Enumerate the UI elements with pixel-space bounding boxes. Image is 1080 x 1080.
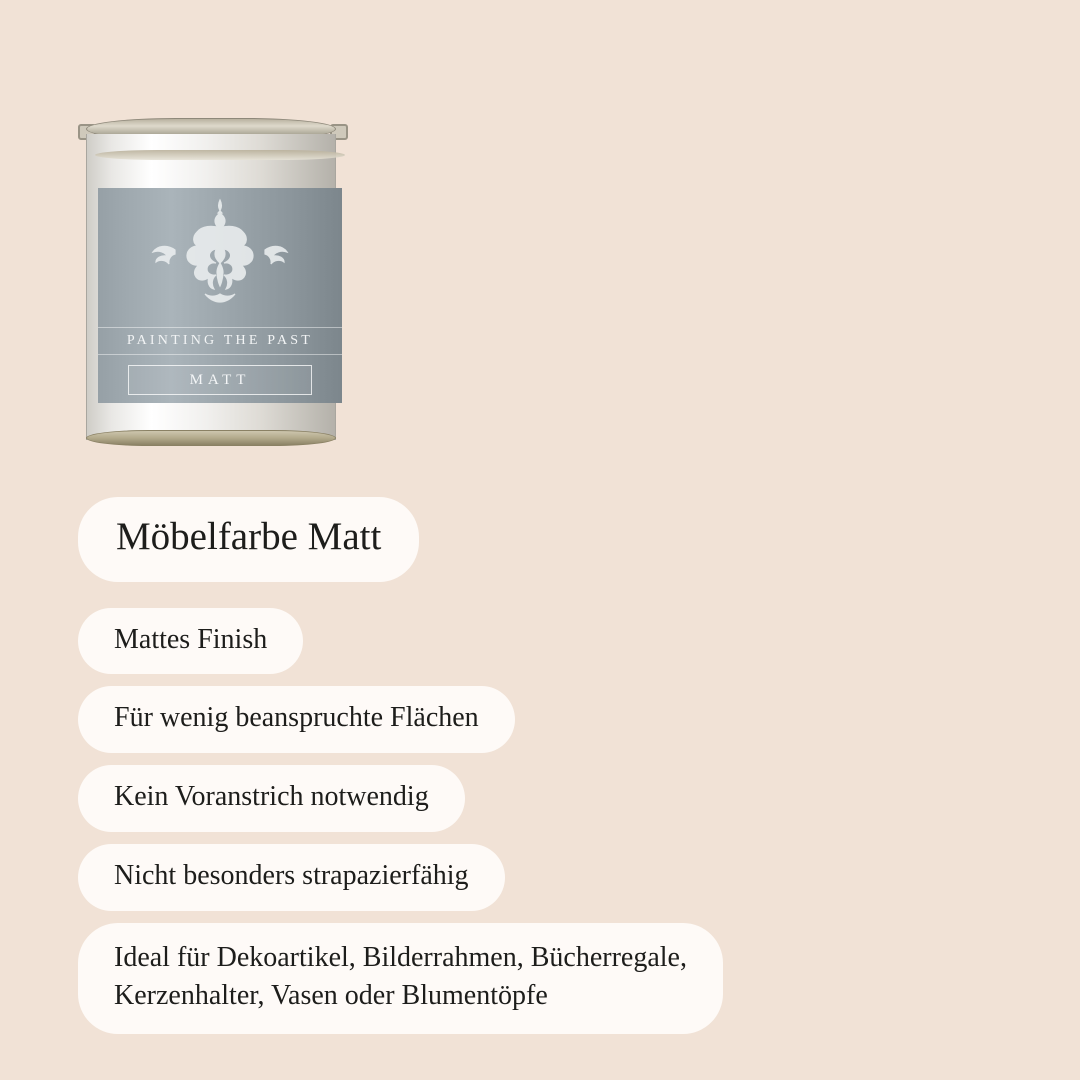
- tin-brand-bar: [98, 327, 342, 355]
- tin-finish-box: [128, 365, 312, 395]
- tin-bottom-rim: [86, 430, 336, 446]
- feature-row: [78, 608, 978, 687]
- product-info-list: [78, 497, 978, 1046]
- usage-row: [78, 923, 978, 1047]
- usage-line-1: Ideal für Dekoartikel, Bilderrahmen, Bücherregale,: [114, 941, 687, 973]
- feature-row: [78, 686, 978, 765]
- usage-item: [78, 923, 723, 1035]
- tin-label: [98, 188, 342, 403]
- feature-item: Für wenig beanspruchte Flächen: [78, 686, 515, 753]
- feature-item: Nicht besonders strapazierfähig: [78, 844, 505, 911]
- usage-line-2: Kerzenhalter, Vasen oder Blumentöpfe: [114, 979, 548, 1011]
- damask-ornament-icon: [98, 194, 342, 324]
- tin-body: [86, 134, 336, 440]
- title-row: [78, 497, 978, 608]
- tin-finish-text: MATT: [189, 371, 251, 388]
- paint-tin-image: [78, 118, 348, 448]
- feature-item: Kein Voranstrich notwendig: [78, 765, 465, 832]
- page-title: Möbelfarbe Matt: [78, 497, 419, 582]
- feature-row: [78, 765, 978, 844]
- tin-brand-text: PAINTING THE PAST: [126, 333, 314, 348]
- tin-top-rim: [95, 150, 345, 160]
- feature-row: [78, 844, 978, 923]
- feature-item: Mattes Finish: [78, 608, 303, 675]
